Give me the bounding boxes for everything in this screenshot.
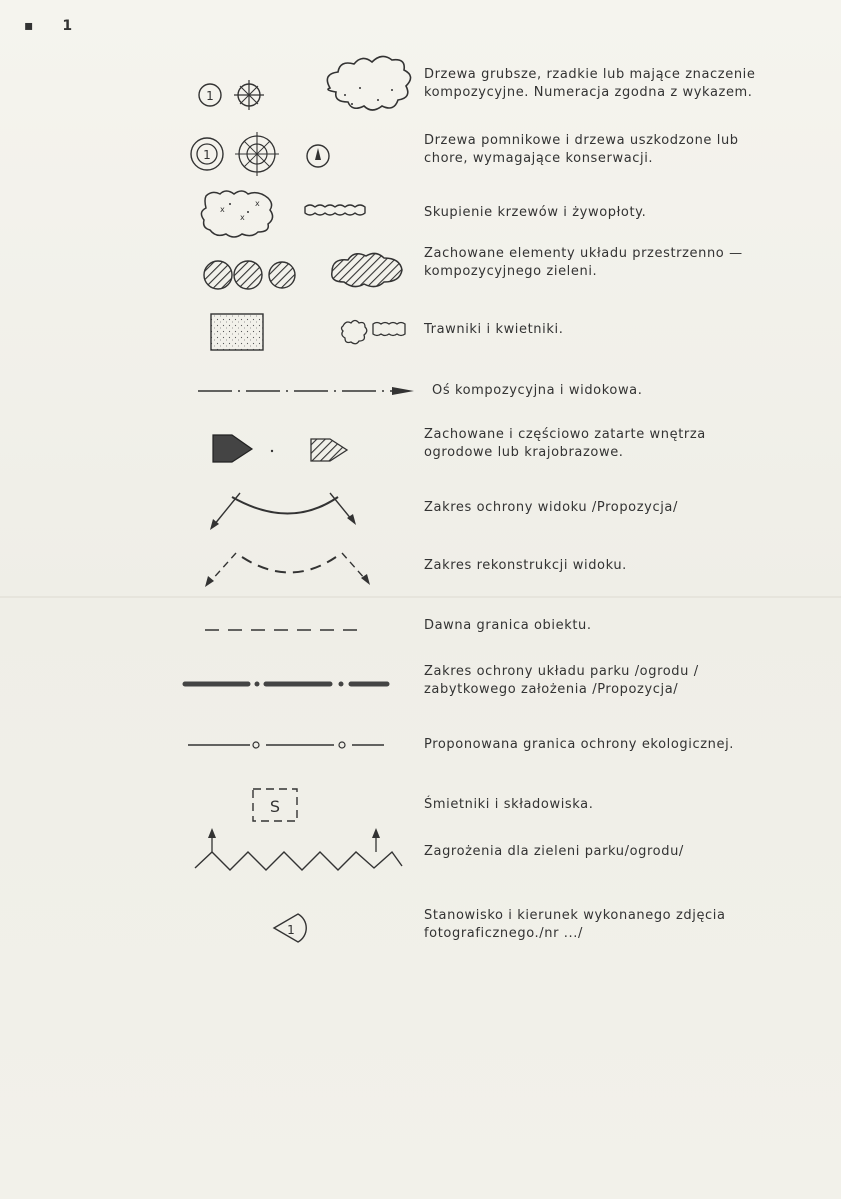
legend-line: Zachowane i częściowo zatarte wnętrza <box>424 427 706 442</box>
interior-arrow-icon <box>213 435 273 462</box>
legend-line: Zakres ochrony układu parku /ogrodu / <box>424 664 699 679</box>
legend-line: kompozycyjnego zieleni. <box>424 264 598 279</box>
zigzag-threat-icon <box>195 828 402 870</box>
legend-line: Zachowane elementy układu przestrzenno — <box>424 246 743 261</box>
tree-number-icon <box>199 84 221 106</box>
legend-text-park-protection <box>424 663 804 699</box>
hatched-cluster-icon <box>332 253 402 286</box>
monument-tree-cross-icon <box>235 132 279 176</box>
tree-canopy-icon <box>327 56 410 110</box>
damaged-tree-icon <box>307 145 329 167</box>
view-reconstruction-icon <box>205 553 370 587</box>
legend-text-trees <box>424 66 804 102</box>
legend-text-dumps <box>424 796 804 814</box>
legend-text-axis <box>432 382 812 400</box>
legend-text-lawns <box>424 321 804 339</box>
legend-line: Proponowana granica ochrony ekologicznej. <box>424 737 735 752</box>
monument-tree-number: 1 <box>203 148 211 162</box>
legend-line: fotograficznego./nr .../ <box>424 926 583 941</box>
svg-text:x: x <box>220 205 225 214</box>
camera-position-icon <box>274 914 306 942</box>
legend-text-ecological-boundary <box>424 736 804 754</box>
dump-symbol: S <box>269 797 281 816</box>
legend-text-preserved-greenery <box>424 245 804 281</box>
corner-mark: ▪ 1 <box>24 18 85 34</box>
legend-line: Oś kompozycyjna i widokowa. <box>432 383 643 398</box>
svg-text:x: x <box>255 199 260 208</box>
legend-line: Drzewa grubsze, rzadkie lub mające znaczenie <box>424 67 756 82</box>
legend-line: Trawniki i kwietniki. <box>424 322 564 337</box>
legend-line: Zakres rekonstrukcji widoku. <box>424 558 627 573</box>
flowerbed-icon <box>342 321 406 344</box>
legend-text-view-reconstruction <box>424 557 804 575</box>
legend-line: ogrodowe lub krajobrazowe. <box>424 445 624 460</box>
legend-text-threats <box>424 843 804 861</box>
legend-line: Skupienie krzewów i żywopłoty. <box>424 205 647 220</box>
axis-arrow-icon <box>198 387 414 395</box>
lawn-icon <box>211 314 263 350</box>
legend-text-view-protection <box>424 499 804 517</box>
monument-tree-icon <box>191 138 223 170</box>
legend-line: Zagrożenia dla zieleni parku/ogrodu/ <box>424 844 684 859</box>
legend-text-photo-position <box>424 907 804 943</box>
legend-line: kompozycyjne. Numeracja zgodna z wykazem. <box>424 85 753 100</box>
legend-line: Śmietniki i składowiska. <box>424 797 594 812</box>
bold-dash-dot-line-icon <box>185 682 387 687</box>
faded-interior-arrow-icon <box>311 439 347 461</box>
legend-text-shrubs <box>424 204 804 222</box>
legend-text-former-boundary <box>424 617 804 635</box>
legend-line: chore, wymagające konserwacji. <box>424 151 654 166</box>
camera-position-number: 1 <box>287 923 295 937</box>
dump-icon <box>253 789 297 821</box>
legend-text-monument-trees <box>424 132 804 168</box>
legend-line: Dawna granica obiektu. <box>424 618 592 633</box>
legend-line: zabytkowego założenia /Propozycja/ <box>424 682 679 697</box>
legend-text-interiors <box>424 426 804 462</box>
view-protection-icon <box>210 493 356 530</box>
shrub-icon <box>201 191 272 237</box>
tree-number-label: 1 <box>206 89 214 103</box>
line-circle-icon <box>188 742 384 748</box>
hatched-greenery-icon <box>204 261 295 289</box>
tree-cross-icon <box>234 80 264 110</box>
legend-line: Stanowisko i kierunek wykonanego zdjęcia <box>424 908 726 923</box>
svg-text:x: x <box>240 213 245 222</box>
legend-line: Zakres ochrony widoku /Propozycja/ <box>424 500 678 515</box>
hedge-icon <box>305 205 365 215</box>
legend-line: Drzewa pomnikowe i drzewa uszkodzone lub <box>424 133 739 148</box>
